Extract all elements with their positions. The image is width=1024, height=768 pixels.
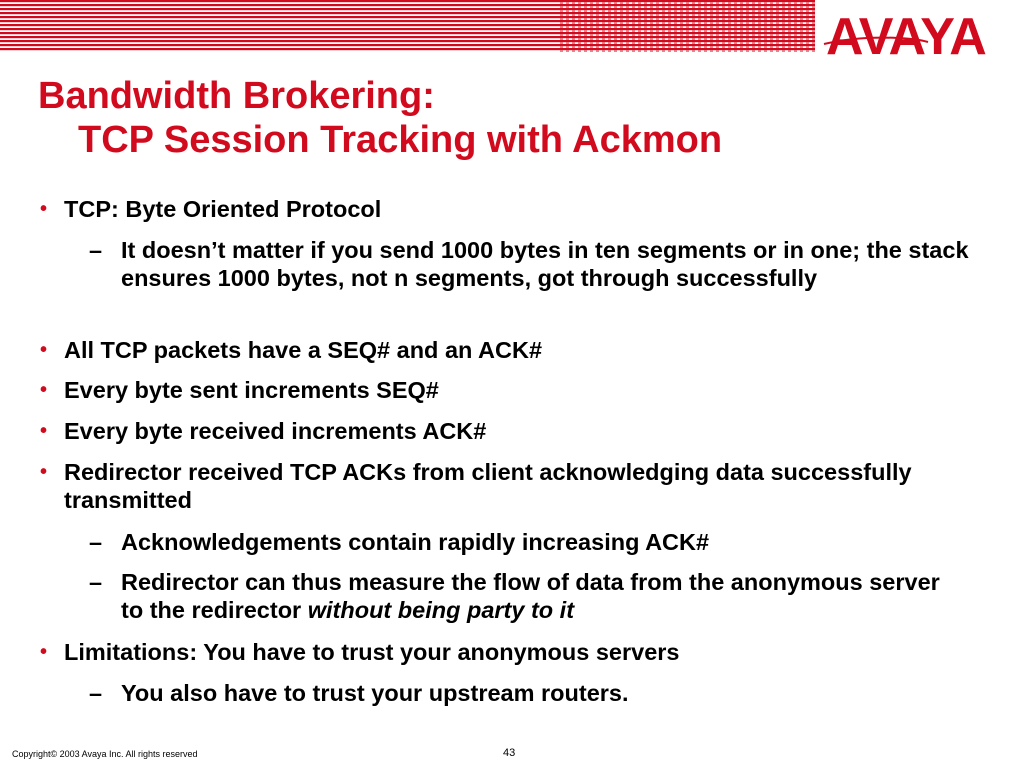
bullet-item <box>40 458 944 514</box>
bullet-text: All TCP packets have a SEQ# and an ACK# <box>64 337 543 363</box>
sub-bullet-text <box>121 568 951 624</box>
bullet-text: Redirector received TCP ACKs from client acknowledging data successfully transmitted <box>64 459 912 513</box>
sub-bullet-text: Acknowledgements contain rapidly increasing ACK# <box>121 529 710 555</box>
title-line-2: TCP Session Tracking with Ackmon <box>78 119 723 161</box>
bullet-marker: • <box>40 420 48 442</box>
bullet-text: TCP: Byte Oriented Protocol <box>64 196 382 222</box>
bullet-marker: • <box>40 379 48 401</box>
bullet-item <box>40 336 964 364</box>
sub-bullet-plain: Redirector can thus measure the flow of data from the anonymous server to the redirector <box>121 569 940 623</box>
sub-bullet-text: It doesn’t matter if you send 1000 bytes in ten segments or in one; the stack ensures 1000 bytes, not n segments, got through successfully <box>121 237 969 291</box>
title-line-1: Bandwidth Brokering: <box>38 75 435 117</box>
sub-bullet-marker: – <box>89 569 103 595</box>
sub-bullet-emphasis: without being party to it <box>307 597 575 623</box>
sub-bullet-item <box>89 679 971 707</box>
logo-text: AVAYA <box>826 8 986 64</box>
sub-bullet-marker: – <box>89 237 103 263</box>
sub-bullet-item <box>89 568 951 624</box>
sub-bullet-item <box>89 528 971 556</box>
bullet-text: Limitations: You have to trust your anonymous servers <box>64 639 680 665</box>
bullet-item <box>40 195 964 223</box>
bullet-item <box>40 417 964 445</box>
sub-bullet-marker: – <box>89 680 103 706</box>
sub-bullet-item <box>89 236 971 292</box>
bullet-marker: • <box>40 641 48 663</box>
bullet-text: Every byte received increments ACK# <box>64 418 487 444</box>
bullet-text: Every byte sent increments SEQ# <box>64 377 439 403</box>
bullet-marker: • <box>40 339 48 361</box>
bullet-marker: • <box>40 198 48 220</box>
bullet-item <box>40 376 964 404</box>
sub-bullet-text: You also have to trust your upstream routers. <box>121 680 629 706</box>
sub-bullet-marker: – <box>89 529 103 555</box>
page-number: 43 <box>503 747 516 759</box>
bullet-marker: • <box>40 461 48 483</box>
bullet-item <box>40 638 964 666</box>
footer-copyright: Copyright© 2003 Avaya Inc. All rights reserved <box>12 749 198 759</box>
